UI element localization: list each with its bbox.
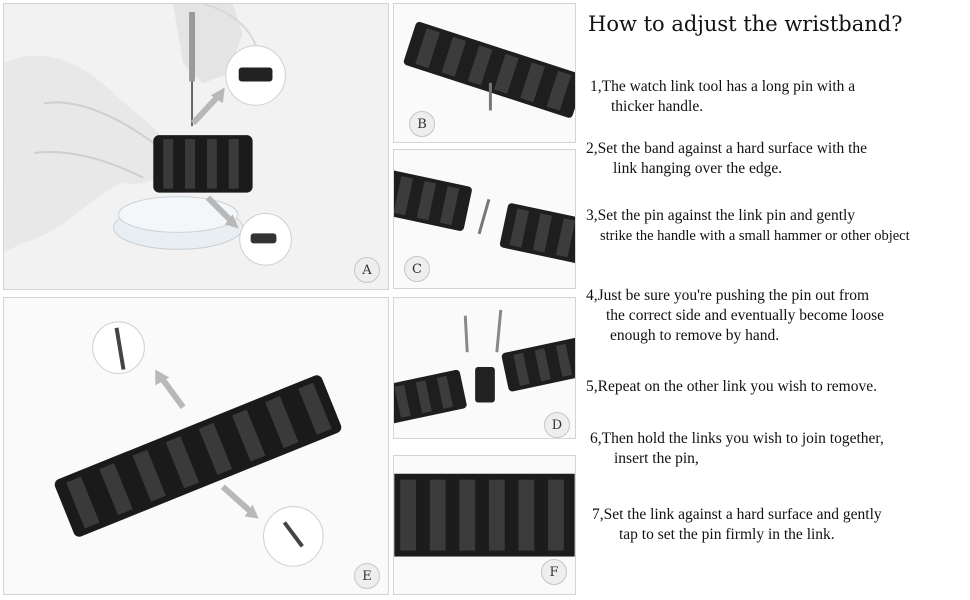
step-2-line-1: 2,Set the band against a hard surface with the bbox=[586, 140, 868, 157]
step-7 bbox=[592, 505, 882, 545]
panel-label-f: F bbox=[541, 559, 567, 585]
step-1-line-1: 1,The watch link tool has a long pin with a bbox=[590, 78, 856, 95]
photo-panel-b bbox=[393, 3, 576, 143]
hand-with-tool-illustration bbox=[4, 4, 388, 289]
step-4-line-3: enough to remove by hand. bbox=[610, 327, 780, 344]
step-4 bbox=[586, 286, 884, 346]
instructions-column bbox=[583, 0, 970, 600]
step-5 bbox=[586, 377, 877, 397]
step-7-line-2: tap to set the pin firmly in the link. bbox=[619, 526, 835, 543]
step-5-line-1: 5,Repeat on the other link you wish to remove. bbox=[586, 378, 877, 395]
step-4-line-2: the correct side and eventually become loose bbox=[606, 307, 885, 324]
photo-panel-d bbox=[393, 297, 576, 439]
photo-panel-a bbox=[3, 3, 389, 290]
panel-label-e: E bbox=[354, 563, 380, 589]
step-2-line-2: link hanging over the edge. bbox=[613, 160, 783, 177]
photo-panel-e bbox=[3, 297, 389, 595]
step-3 bbox=[586, 206, 910, 246]
step-4-line-1: 4,Just be sure you're pushing the pin out from bbox=[586, 287, 870, 304]
panel-label-a: A bbox=[354, 257, 380, 283]
photo-panel-c bbox=[393, 149, 576, 289]
step-6-line-1: 6,Then hold the links you wish to join together, bbox=[590, 430, 884, 447]
step-3-line-2: strike the handle with a small hammer or other object bbox=[600, 228, 910, 244]
step-6 bbox=[590, 429, 884, 469]
panel-label-c: C bbox=[404, 256, 430, 282]
step-2 bbox=[586, 139, 867, 179]
step-1 bbox=[590, 77, 855, 117]
band-assembly-e bbox=[4, 298, 388, 594]
panel-label-d: D bbox=[544, 412, 570, 438]
photo-panel-f bbox=[393, 455, 576, 595]
step-3-line-1: 3,Set the pin against the link pin and gently bbox=[586, 207, 856, 224]
step-6-line-2: insert the pin, bbox=[614, 450, 699, 467]
panel-label-b: B bbox=[409, 111, 435, 137]
step-1-line-2: thicker handle. bbox=[611, 98, 704, 115]
step-7-line-1: 7,Set the link against a hard surface and gently bbox=[592, 506, 882, 523]
band-links-a bbox=[153, 135, 252, 193]
page-title: How to adjust the wristband? bbox=[588, 12, 903, 36]
